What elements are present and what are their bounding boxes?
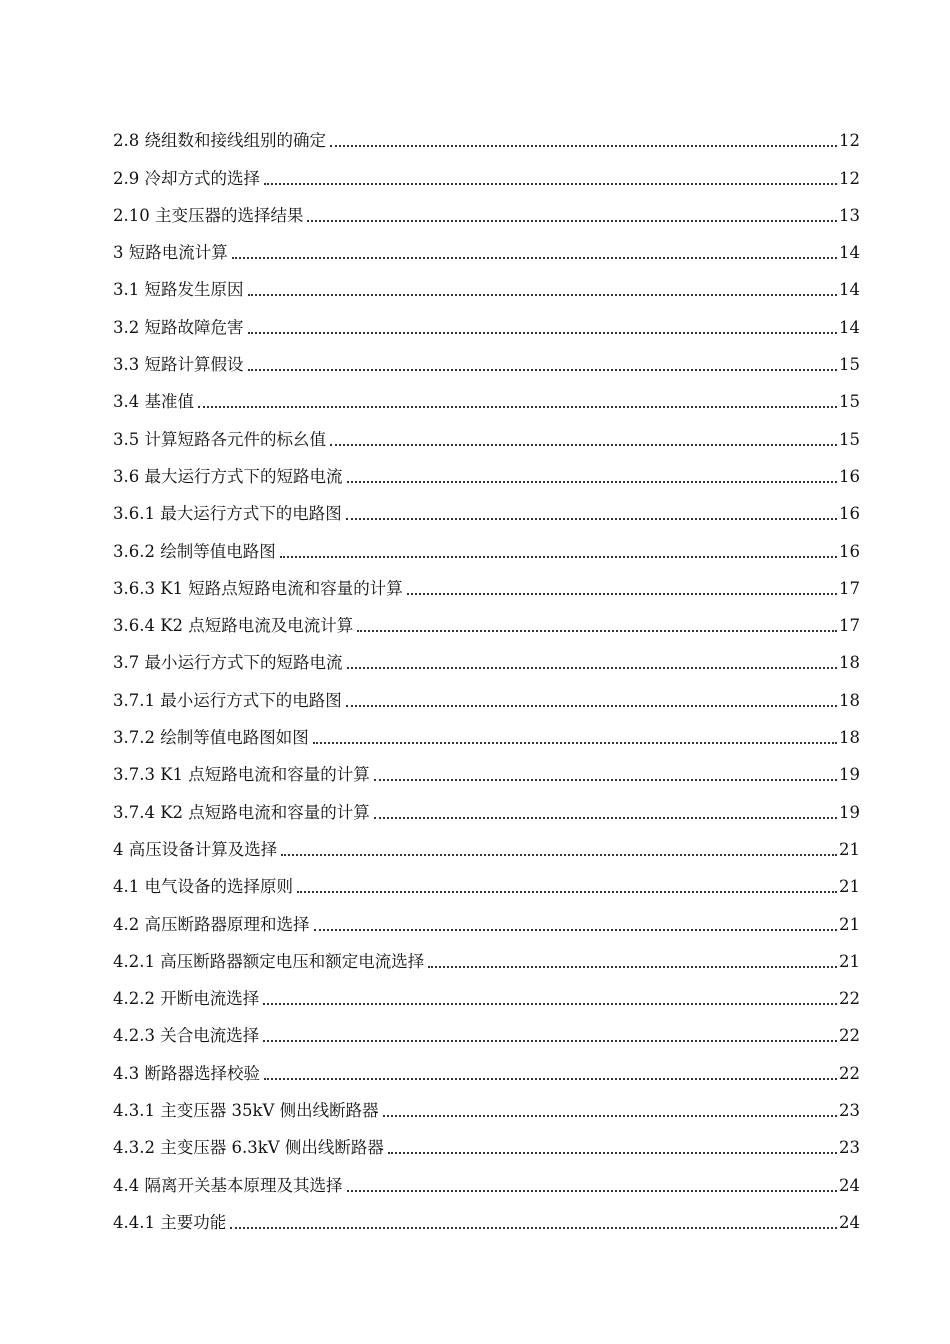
toc-dot-leader [347,666,838,669]
toc-entry-title: 2.8 绕组数和接线组别的确定 [113,131,326,151]
toc-entry[interactable] [113,901,860,938]
toc-dot-leader [280,555,837,558]
toc-entry-page-number: 22 [839,989,860,1009]
toc-entry-page-number: 19 [839,765,860,785]
toc-dot-leader [297,890,837,893]
toc-entry[interactable] [113,230,860,267]
toc-entry-title: 3.2 短路故障危害 [113,317,244,337]
toc-dot-leader [330,443,837,446]
toc-dot-leader [383,1114,837,1117]
toc-entry[interactable] [113,976,860,1013]
toc-entry-page-number: 15 [839,429,860,449]
toc-entry-page-number: 14 [839,243,860,263]
toc-entry-title: 3.6.1 最大运行方式下的电路图 [113,504,342,524]
toc-entry-title: 3.6.3 K1 短路点短路电流和容量的计算 [113,578,403,598]
toc-entry[interactable] [113,118,860,155]
toc-entry[interactable] [113,267,860,304]
toc-entry-page-number: 12 [839,168,860,188]
toc-dot-leader [232,256,837,259]
toc-dot-leader [281,853,837,856]
toc-dot-leader [264,182,837,185]
toc-entry[interactable] [113,1200,860,1237]
toc-entry-page-number: 24 [839,1175,860,1195]
toc-entry-title: 2.10 主变压器的选择结果 [113,205,304,225]
toc-entry-page-number: 21 [839,877,860,897]
toc-entry-title: 3.7 最小运行方式下的短路电流 [113,653,343,673]
toc-entry-title: 4.3.1 主变压器 35kV 侧出线断路器 [113,1101,379,1121]
toc-entry[interactable] [113,1088,860,1125]
toc-dot-leader [307,219,837,222]
toc-dot-leader [264,1077,837,1080]
toc-entry[interactable] [113,1162,860,1199]
toc-entry-title: 4.4.1 主要功能 [113,1212,227,1232]
toc-dot-leader [198,405,837,408]
toc-entry[interactable] [113,789,860,826]
toc-entry-title: 3.3 短路计算假设 [113,355,244,375]
toc-dot-leader [263,1039,837,1042]
toc-entry[interactable] [113,677,860,714]
toc-entry-title: 3.6 最大运行方式下的短路电流 [113,466,343,486]
toc-entry-page-number: 23 [839,1101,860,1121]
toc-entry[interactable] [113,566,860,603]
toc-entry[interactable] [113,491,860,528]
toc-entry-page-number: 16 [839,504,860,524]
toc-entry-page-number: 18 [839,653,860,673]
toc-entry-page-number: 15 [839,392,860,412]
toc-entry-title: 3.7.3 K1 点短路电流和容量的计算 [113,765,370,785]
toc-entry[interactable] [113,304,860,341]
toc-dot-leader [388,1151,837,1154]
toc-entry[interactable] [113,193,860,230]
toc-entry-title: 4.3.2 主变压器 6.3kV 侧出线断路器 [113,1138,384,1158]
toc-dot-leader [248,368,838,371]
toc-entry[interactable] [113,342,860,379]
toc-dot-leader [347,1189,838,1192]
toc-dot-leader [374,816,837,819]
toc-entry-title: 3.7.4 K2 点短路电流和容量的计算 [113,802,370,822]
toc-entry[interactable] [113,379,860,416]
toc-entry-title: 3.5 计算短路各元件的标幺值 [113,429,326,449]
toc-entry-title: 3.1 短路发生原因 [113,280,244,300]
toc-entry-title: 4.2.3 关合电流选择 [113,1026,260,1046]
toc-entry-page-number: 17 [839,616,860,636]
toc-entry-page-number: 13 [839,205,860,225]
toc-entry-page-number: 12 [839,131,860,151]
toc-entry-title: 3.7.2 绘制等值电路图如图 [113,728,309,748]
toc-entry-page-number: 23 [839,1138,860,1158]
toc-entry[interactable] [113,864,860,901]
toc-dot-leader [263,1002,837,1005]
toc-entry-title: 3.7.1 最小运行方式下的电路图 [113,690,342,710]
toc-entry-title: 4.2 高压断路器原理和选择 [113,914,310,934]
toc-entry-page-number: 16 [839,466,860,486]
toc-dot-leader [347,480,838,483]
toc-entry-title: 3.6.2 绘制等值电路图 [113,541,276,561]
toc-entry-page-number: 21 [839,951,860,971]
toc-dot-leader [230,1226,837,1229]
toc-dot-leader [248,293,838,296]
toc-entry-page-number: 14 [839,280,860,300]
toc-entry-title: 2.9 冷却方式的选择 [113,168,260,188]
toc-entry-page-number: 14 [839,317,860,337]
toc-entry-page-number: 18 [839,690,860,710]
toc-entry-title: 3 短路电流计算 [113,243,228,263]
table-of-contents [113,118,860,1237]
toc-entry[interactable] [113,1050,860,1087]
toc-entry-title: 4.2.1 高压断路器额定电压和额定电流选择 [113,951,425,971]
toc-entry[interactable] [113,528,860,565]
toc-entry-page-number: 19 [839,802,860,822]
toc-entry[interactable] [113,939,860,976]
toc-entry[interactable] [113,416,860,453]
toc-entry[interactable] [113,1125,860,1162]
toc-entry[interactable] [113,752,860,789]
toc-dot-leader [313,741,837,744]
toc-entry-title: 4.2.2 开断电流选择 [113,989,260,1009]
toc-dot-leader [314,928,838,931]
toc-entry[interactable] [113,827,860,864]
toc-dot-leader [248,331,838,334]
toc-entry[interactable] [113,715,860,752]
toc-dot-leader [374,778,837,781]
toc-entry[interactable] [113,454,860,491]
toc-entry-title: 4.4 隔离开关基本原理及其选择 [113,1175,343,1195]
toc-entry-title: 4.1 电气设备的选择原则 [113,877,293,897]
toc-entry[interactable] [113,640,860,677]
toc-entry-page-number: 21 [839,914,860,934]
toc-dot-leader [330,144,837,147]
toc-dot-leader [407,592,837,595]
toc-entry-title: 3.4 基准值 [113,392,194,412]
toc-entry-page-number: 18 [839,728,860,748]
toc-entry-page-number: 16 [839,541,860,561]
toc-entry-page-number: 15 [839,355,860,375]
toc-dot-leader [346,517,837,520]
toc-entry-page-number: 22 [839,1063,860,1083]
toc-entry-page-number: 17 [839,578,860,598]
toc-entry-title: 4.3 断路器选择校验 [113,1063,260,1083]
toc-entry[interactable] [113,603,860,640]
toc-dot-leader [346,704,837,707]
toc-entry-title: 4 高压设备计算及选择 [113,839,278,859]
toc-entry-page-number: 22 [839,1026,860,1046]
toc-entry[interactable] [113,1013,860,1050]
toc-entry-title: 3.6.4 K2 点短路电流及电流计算 [113,616,354,636]
toc-dot-leader [428,965,837,968]
toc-entry-page-number: 24 [839,1212,860,1232]
toc-dot-leader [357,629,837,632]
toc-entry[interactable] [113,155,860,192]
toc-entry-page-number: 21 [839,839,860,859]
